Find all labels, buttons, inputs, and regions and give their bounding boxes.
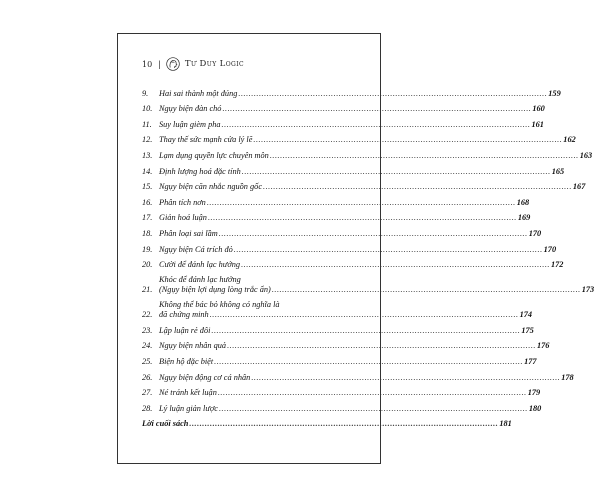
toc-entry [142,82,561,98]
toc-entry-title: Phân tích nơn [159,197,206,207]
leader-dots: ........................................................................................................................ [241,260,550,270]
toc-entry-number: 16. [142,197,153,207]
toc-entry-number: 23. [142,325,153,335]
toc-entry [142,350,537,366]
leader-dots: ........................................................................................................................ [207,213,517,223]
toc-entry-page: 176 [536,341,550,351]
toc-entry [142,397,542,413]
toc-entry-page: 177 [524,356,537,366]
toc-entry [142,176,586,192]
toc-entry-title: Suy luận gièm pha [159,119,221,129]
toc-closing-entry [142,413,512,429]
toc-entry-page: 173 [581,285,594,295]
toc-entry-page: 167 [572,182,586,192]
toc-entry [142,144,593,160]
toc-entry-title: Thay thế sức mạnh cửa lý lẽ [159,135,253,145]
toc-entry [142,207,531,223]
leader-dots: ........................................................................................................................ [269,150,579,160]
toc-entry-page: 172 [550,260,564,270]
leader-dots: ........................................................................................................................ [238,88,548,98]
toc-entry-number: 20. [142,260,153,270]
table-of-contents [142,82,594,429]
header-separator: | [158,59,161,69]
toc-entry-number: 14. [142,166,153,176]
toc-entry-number: 19. [142,244,153,254]
toc-entry-page: 159 [548,88,561,98]
toc-entry [142,294,533,320]
leader-dots: ........................................................................................................................ [218,403,528,413]
toc-entry-page: 175 [521,325,534,335]
toc-entry-title-line1: Khóc để đánh lạc hướng [159,275,241,285]
toc-entry [142,366,574,382]
toc-entry [142,254,564,270]
toc-entry-title: Ngụy biện nhân quả [159,341,227,351]
toc-entry-title: (Ngụy biện lợi dụng lòng trắc ẩn) [159,285,271,295]
toc-entry-title: Né tránh kết luận [159,388,217,398]
toc-entry-title: Biện hộ đặc biệt [159,356,214,366]
toc-entry-title: Lạm dụng quyền lực chuyên môn [159,150,269,160]
leader-dots: ........................................................................................................................ [209,310,519,320]
leader-dots: ........................................................................................................................ [227,341,536,351]
page-header [142,56,244,72]
leader-dots: ........................................................................................................................ [263,182,572,192]
toc-entry-page: 163 [579,150,593,160]
toc-closing-title: Lời cuối sách [142,419,189,429]
leader-dots: ........................................................................................................................ [214,356,524,366]
toc-entry-number: 25. [142,356,153,366]
toc-entry-page: 165 [551,166,565,176]
head-profile-icon [166,57,180,71]
book-title: Tư Duy Logic [184,59,244,69]
toc-entry [142,129,576,145]
toc-entry-title: Phân loại sai lầm [159,228,218,238]
leader-dots: ........................................................................................................................ [271,285,581,295]
toc-entry-number: 9. [142,88,149,98]
book-page [117,33,594,464]
toc-entry-title: Hai sai thành một đúng [159,88,238,98]
toc-entry [142,382,541,398]
toc-entry-number: 15. [142,182,153,192]
toc-entry-title: đã chứng minh [159,310,209,320]
toc-entry-title: Ngụy biện căn nhắc nguồn gốc [159,182,262,192]
leader-dots: ........................................................................................................................ [206,197,516,207]
toc-entry-title: Cười để đánh lạc hướng [159,260,241,270]
toc-entry-number: 13. [142,150,153,160]
toc-closing-page: 181 [499,419,512,429]
leader-dots: ........................................................................................................................ [217,388,527,398]
toc-entry-number: 28. [142,403,153,413]
toc-entry-number: 26. [142,372,153,382]
leader-dots: ........................................................................................................................ [233,244,543,254]
leader-dots: ........................................................................................................................ [251,372,561,382]
toc-entry-number: 27. [142,388,153,398]
toc-entry [142,238,557,254]
leader-dots: ........................................................................................................................ [189,419,499,429]
toc-entry-title-line1: Không thể bác bỏ không có nghĩa là [159,300,280,310]
toc-entry-title: Ngụy biện động cơ cá nhân [159,372,251,382]
toc-entry-page: 170 [528,228,542,238]
toc-entry-page: 160 [532,104,545,114]
leader-dots: ........................................................................................................................ [241,166,551,176]
toc-entry [142,222,542,238]
toc-entry-number: 22. [142,310,153,320]
leader-dots: ........................................................................................................................ [218,228,528,238]
leader-dots: ........................................................................................................................ [222,104,532,114]
toc-entry-page: 170 [543,244,557,254]
toc-entry-number: 12. [142,135,153,145]
toc-entry-number: 18. [142,228,153,238]
toc-entry-page: 162 [563,135,576,145]
toc-entry-title: Lý luận giản lược [159,403,218,413]
page-number: 10 [142,59,153,69]
toc-entry-title: Định lượng hoá đặc tính [159,166,241,176]
toc-entry [142,113,544,129]
toc-entry [142,160,565,176]
toc-entry [142,269,594,295]
toc-entry-title: Ngụy biện đàn chó [159,104,222,114]
toc-entry-number: 24. [142,341,153,351]
toc-entry-number: 21. [142,285,153,295]
toc-entry [142,191,530,207]
toc-entry-title: Giản hoá luận [159,213,207,223]
toc-entry-page: 179 [527,388,541,398]
toc-entry-number: 10. [142,104,153,114]
toc-entry-page: 174 [519,310,533,320]
toc-entry-page: 178 [561,372,574,382]
toc-entry-number: 17. [142,213,153,223]
toc-entry-number: 11. [142,119,152,129]
toc-entry-title: Lập luận rẻ đôi [159,325,211,335]
toc-entry-page: 169 [517,213,531,223]
leader-dots: ........................................................................................................................ [211,325,521,335]
toc-entry-page: 180 [528,403,542,413]
toc-entry [142,319,534,335]
toc-entry-page: 168 [516,197,530,207]
toc-entry [142,335,550,351]
leader-dots: ........................................................................................................................ [221,119,531,129]
toc-entry [142,98,545,114]
leader-dots: ........................................................................................................................ [253,135,563,145]
toc-entry-title: Ngụy biện Cá trích đỏ [159,244,233,254]
toc-entry-page: 161 [531,119,544,129]
